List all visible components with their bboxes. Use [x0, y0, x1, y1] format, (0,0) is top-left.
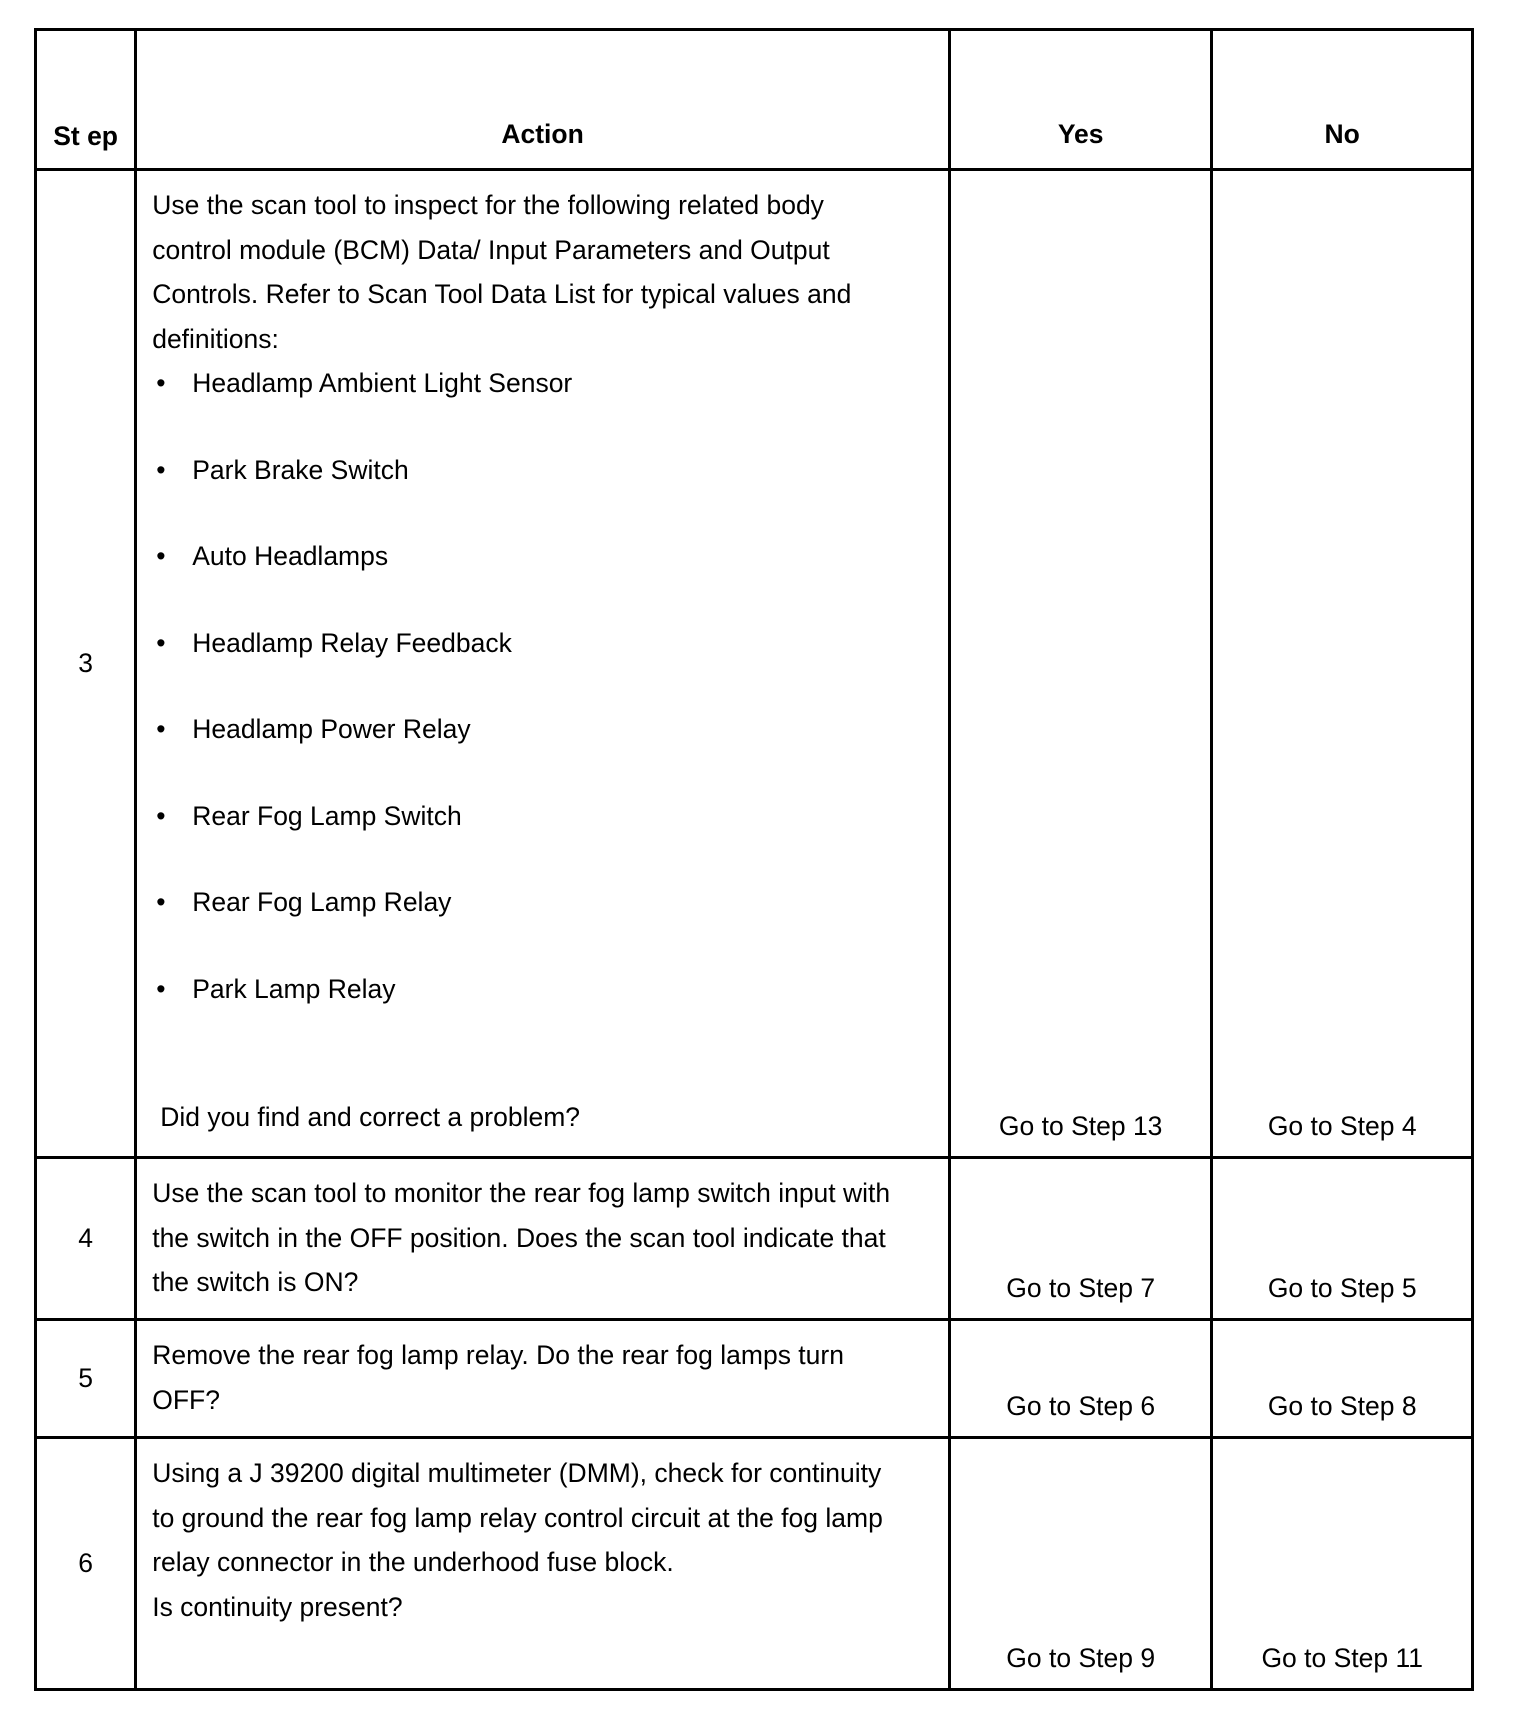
- action-text: Use the scan tool to monitor the rear fog lamp switch input with the switch in the OFF position. Does the scan tool indicate that the switch is ON?: [152, 1178, 891, 1297]
- bullet-icon: •: [156, 973, 166, 1004]
- list-item-text: Headlamp Power Relay: [192, 714, 471, 744]
- list-item-text: Park Brake Switch: [192, 454, 409, 485]
- no-result: Go to Step 5: [1212, 1158, 1473, 1320]
- header-action: Action: [136, 30, 950, 170]
- list-item: [152, 880, 896, 925]
- action-text: Remove the rear fog lamp relay. Do the rear fog lamps turn OFF?: [152, 1340, 844, 1415]
- step-number: 5: [36, 1320, 136, 1438]
- action-cell: [136, 1320, 950, 1438]
- action-cell: [136, 170, 950, 1158]
- step-number: 3: [36, 170, 136, 1158]
- header-step-label: St ep: [53, 121, 118, 151]
- list-item: [152, 448, 896, 493]
- list-item: [152, 967, 896, 1012]
- bullet-icon: •: [156, 541, 166, 571]
- action-cell: [136, 1438, 950, 1690]
- question-text: Did you find and correct a problem?: [160, 1102, 581, 1132]
- diagnostic-table: [34, 28, 1474, 1691]
- bullet-icon: •: [156, 714, 166, 744]
- list-item-text: Park Lamp Relay: [192, 973, 396, 1004]
- action-text: Use the scan tool to inspect for the following related body control module (BCM) Data/ Input Parameters and Output Controls. Refer to Scan Tool Data List for typical values and definitions:: [152, 190, 852, 354]
- bullet-icon: •: [156, 368, 166, 398]
- list-item-text: Headlamp Ambient Light Sensor: [192, 368, 573, 398]
- list-item-text: Rear Fog Lamp Switch: [192, 800, 462, 831]
- no-result: Go to Step 11: [1212, 1438, 1473, 1690]
- list-item: [152, 621, 896, 666]
- list-item: [152, 361, 896, 406]
- list-item-text: Headlamp Relay Feedback: [192, 627, 512, 658]
- yes-result: Go to Step 6: [949, 1320, 1212, 1438]
- bullet-icon: •: [156, 800, 166, 831]
- header-no: No: [1212, 30, 1473, 170]
- yes-result: Go to Step 7: [949, 1158, 1212, 1320]
- table-header-row: [36, 30, 1473, 170]
- step-number: 6: [36, 1438, 136, 1690]
- yes-result: Go to Step 9: [949, 1438, 1212, 1690]
- list-item-text: Auto Headlamps: [192, 541, 389, 571]
- bullet-icon: •: [156, 887, 166, 917]
- table-row-step-3: [36, 170, 1473, 1158]
- parameter-list: [152, 361, 896, 1011]
- bullet-icon: •: [156, 627, 166, 658]
- yes-result: Go to Step 13: [949, 170, 1212, 1158]
- question-text: Is continuity present?: [152, 1591, 403, 1622]
- list-item: [152, 794, 896, 839]
- list-item: [152, 707, 896, 752]
- table-row-step-5: [36, 1320, 1473, 1438]
- no-result: Go to Step 8: [1212, 1320, 1473, 1438]
- header-yes: Yes: [949, 30, 1212, 170]
- action-cell: [136, 1158, 950, 1320]
- no-result: Go to Step 4: [1212, 170, 1473, 1158]
- bullet-icon: •: [156, 454, 166, 485]
- step-number: 4: [36, 1158, 136, 1320]
- table-row-step-4: [36, 1158, 1473, 1320]
- header-step: [36, 30, 136, 170]
- table-row-step-6: [36, 1438, 1473, 1690]
- list-item-text: Rear Fog Lamp Relay: [192, 887, 452, 917]
- action-text: Using a J 39200 digital multimeter (DMM), check for continuity to ground the rear fog lamp relay control circuit at the fog lamp relay connector in the underhood fuse block.: [152, 1458, 883, 1577]
- list-item: [152, 534, 896, 579]
